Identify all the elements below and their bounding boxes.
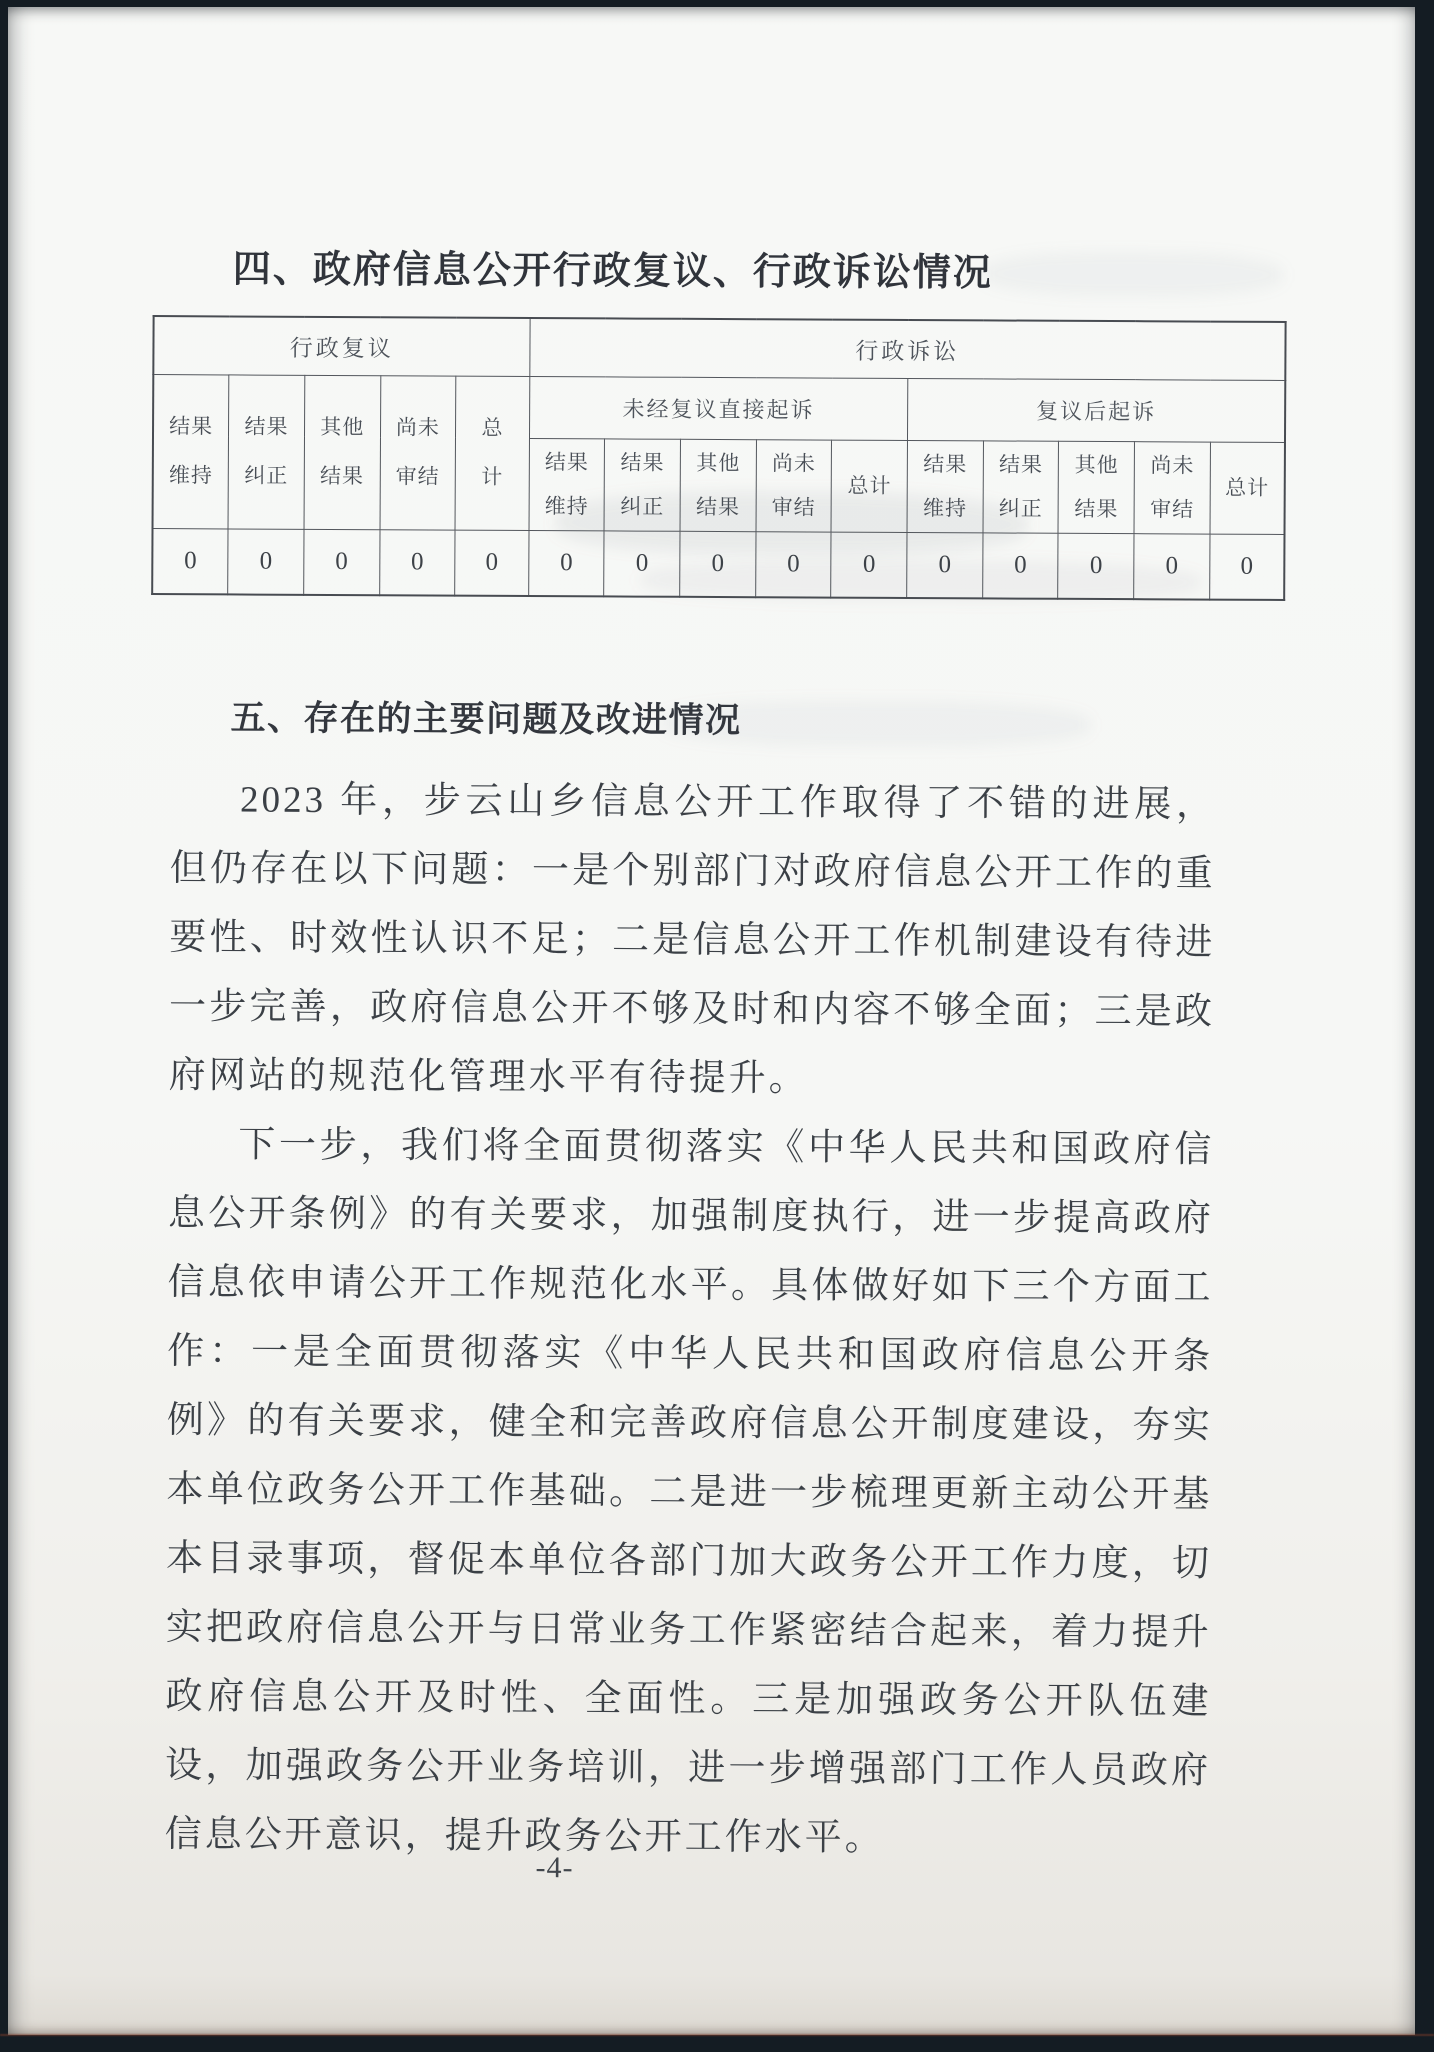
- table-row-values: [152, 528, 1284, 600]
- value-cell: 0: [604, 530, 680, 596]
- col-header-direct-pending: 尚未 审结: [756, 439, 832, 531]
- value-cell: 0: [755, 531, 831, 597]
- col-header-after-total: 总计: [1210, 442, 1285, 534]
- value-cell: 0: [680, 531, 756, 597]
- col-header-direct-total: 总计: [831, 440, 907, 532]
- col-header-after-upheld: 结果 维持: [907, 440, 983, 532]
- col-header-review-pending: 尚未 审结: [380, 375, 456, 529]
- value-cell: 0: [1210, 534, 1285, 600]
- paragraph-next-steps: 下一步，我们将全面贯彻落实《中华人民共和国政府信息公开条例》的有关要求，加强制度执行，进一步提高政府信息依申请公开工作规范化水平。具体做好如下三个方面工作：一是全面贯彻落实《中华人民共和国政府信息公开条例》的有关要求，健全和完善政府信息公开制度建设，夯实本单位政务公开工作基础。二是进一步梳理更新主动公开基本目录事项，督促本单位各部门加大政务公开工作力度，切实把政府信息公开与日常业务工作紧密结合起来，着力提升政府信息公开及时性、全面性。三是加强政务公开队伍建设，加强政务公开业务培训，进一步增强部门工作人员政府信息公开意识，提升政务公开工作水平。: [164, 1124, 1215, 1859]
- value-cell: 0: [907, 532, 983, 598]
- col-header-direct-other: 其他 结果: [680, 439, 756, 531]
- page-number: -4-: [535, 1851, 574, 1885]
- group-header-admin-review: 行政复议: [153, 316, 529, 376]
- bleedthrough-smudge: [983, 251, 1283, 297]
- value-cell: 0: [1058, 533, 1134, 599]
- value-cell: 0: [304, 529, 380, 595]
- col-header-review-upheld: 结果 维持: [153, 374, 229, 528]
- col-header-review-other: 其他 结果: [304, 375, 380, 529]
- col-header-after-other: 其他 结果: [1058, 441, 1134, 533]
- section-5-heading: 五、存在的主要问题及改进情况: [230, 698, 742, 741]
- subgroup-header-after-review-suit: 复议后起诉: [908, 378, 1286, 442]
- value-cell: 0: [831, 532, 907, 598]
- table-row-subgroups: [153, 374, 1285, 442]
- col-header-review-corrected: 结果 纠正: [228, 374, 304, 528]
- col-header-direct-corrected: 结果 纠正: [604, 438, 680, 530]
- value-cell: 0: [982, 532, 1058, 598]
- value-cell: 0: [152, 528, 228, 594]
- group-header-admin-litigation: 行政诉讼: [529, 318, 1285, 380]
- value-cell: 0: [1134, 533, 1210, 599]
- value-cell: 0: [379, 529, 455, 595]
- value-cell: 0: [528, 530, 604, 596]
- paragraph-problems: 2023 年，步云山乡信息公开工作取得了不错的进展，但仍存在以下问题：一是个别部门对政府信息公开工作的重要性、时效性认识不足；二是信息公开工作机制建设有待进一步完善，政府信息公开不够及时和内容不够全面；三是政府网站的规范化管理水平有待提升。: [168, 779, 1217, 1100]
- admin-review-litigation-table: [151, 315, 1286, 601]
- col-header-review-total: 总 计: [455, 376, 529, 530]
- subgroup-header-direct-suit: 未经复议直接起诉: [529, 376, 908, 440]
- section-4-heading: 四、政府信息公开行政复议、行政诉讼情况: [232, 248, 993, 295]
- body-text: [164, 765, 1216, 1874]
- col-header-after-pending: 尚未 审结: [1134, 441, 1210, 533]
- value-cell: 0: [228, 528, 304, 594]
- table-row-groups: [153, 316, 1285, 380]
- col-header-after-corrected: 结果 纠正: [983, 440, 1059, 532]
- value-cell: 0: [455, 530, 529, 596]
- col-header-direct-upheld: 结果 维持: [529, 438, 605, 530]
